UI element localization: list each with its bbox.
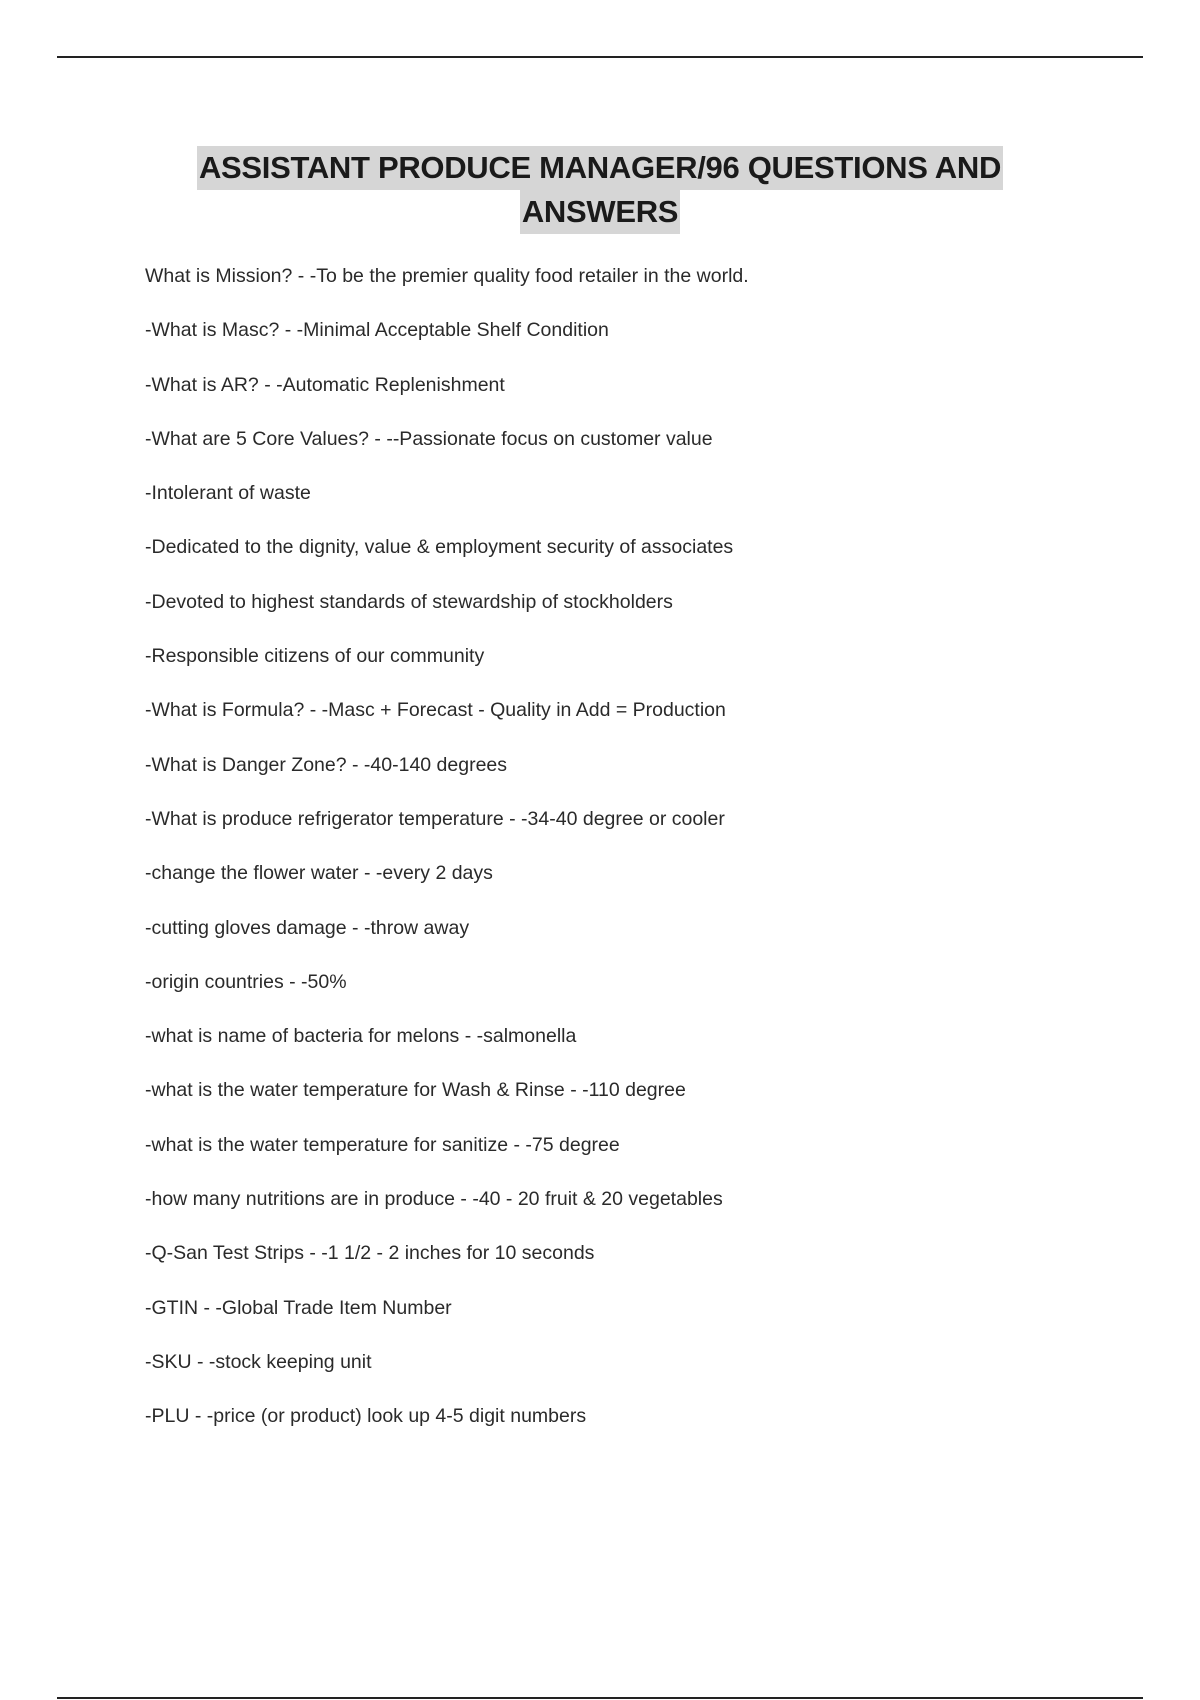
qa-item-nutritions: -how many nutritions are in produce - -40 - 20 fruit & 20 vegetables — [145, 1188, 723, 1211]
qa-item-core-value-citizens: -Responsible citizens of our community — [145, 645, 485, 668]
qa-list — [145, 258, 1105, 1453]
qa-item-sanitize-temp: -what is the water temperature for sanitize - -75 degree — [145, 1133, 620, 1156]
qa-item-formula: -What is Formula? - -Masc + Forecast - Quality in Add = Production — [145, 699, 726, 722]
qa-item-core-value-stewardship: -Devoted to highest standards of stewardship of stockholders — [145, 590, 673, 613]
qa-item-wash-rinse-temp: -what is the water temperature for Wash & Rinse - -110 degree — [145, 1079, 686, 1102]
qa-item-refrigerator-temp: -What is produce refrigerator temperature - -34-40 degree or cooler — [145, 807, 725, 830]
qa-item-origin-countries: -origin countries - -50% — [145, 970, 347, 993]
qa-item-sku: -SKU - -stock keeping unit — [145, 1350, 372, 1373]
qa-item-masc: -What is Masc? - -Minimal Acceptable Shelf Condition — [145, 319, 609, 342]
document-title — [0, 146, 1200, 234]
qa-item-flower-water: -change the flower water - -every 2 days — [145, 862, 493, 885]
qa-item-danger-zone: -What is Danger Zone? - -40-140 degrees — [145, 753, 508, 776]
qa-item-mission: What is Mission? - -To be the premier quality food retailer in the world. — [145, 265, 749, 287]
top-rule — [57, 56, 1143, 58]
qa-item-plu: -PLU - -price (or product) look up 4-5 digit numbers — [145, 1405, 587, 1428]
qa-item-cutting-gloves: -cutting gloves damage - -throw away — [145, 916, 470, 939]
qa-item-ar: -What is AR? - -Automatic Replenishment — [145, 373, 505, 396]
title-line-1: ASSISTANT PRODUCE MANAGER/96 QUESTIONS AND — [197, 146, 1003, 190]
qa-item-gtin: -GTIN - -Global Trade Item Number — [145, 1296, 452, 1319]
qa-item-core-value-dignity: -Dedicated to the dignity, value & employment security of associates — [145, 536, 734, 559]
qa-item-q-san-strips: -Q-San Test Strips - -1 1/2 - 2 inches for 10 seconds — [145, 1242, 595, 1265]
qa-item-melon-bacteria: -what is name of bacteria for melons - -salmonella — [145, 1025, 577, 1048]
qa-item-core-values: -What are 5 Core Values? - --Passionate focus on customer value — [145, 427, 713, 450]
title-line-2: ANSWERS — [520, 190, 680, 234]
bottom-rule — [57, 1697, 1143, 1699]
qa-item-core-value-waste: -Intolerant of waste — [145, 482, 311, 505]
